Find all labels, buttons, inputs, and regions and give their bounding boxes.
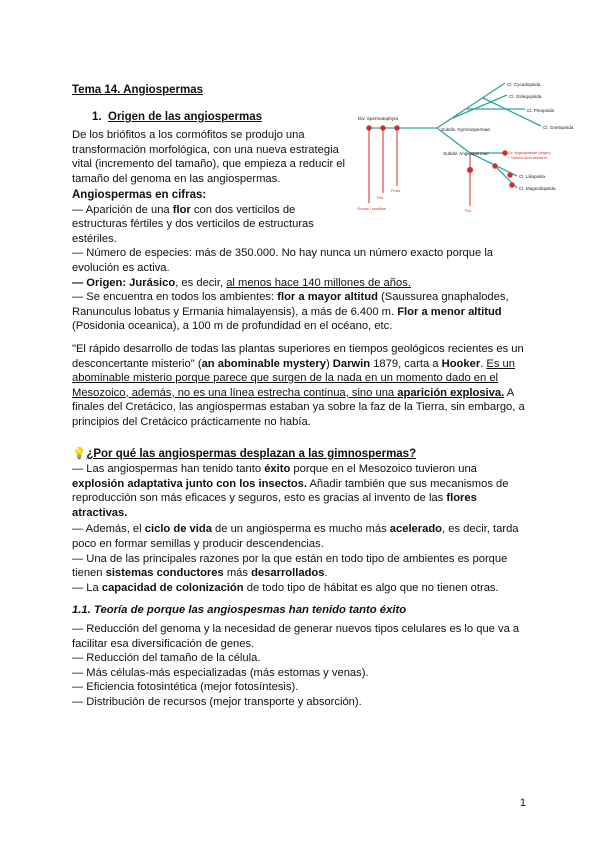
- why-body: [72, 462, 519, 595]
- text-span: .: [480, 357, 487, 370]
- text-span: desconcertante misterio" (: [72, 357, 202, 370]
- text-span: sistemas conductores: [105, 567, 224, 580]
- text-span: aparición explosiva.: [397, 386, 505, 399]
- why-line: [72, 462, 519, 477]
- text-span: Es un: [486, 357, 515, 370]
- text-span: — Origen: Jurásico: [72, 276, 176, 289]
- text-span: — Se encuentra en todos los ambientes:: [72, 291, 278, 304]
- label-angio-note-2: + Nuevos tipos celulares: [508, 156, 548, 160]
- why-line: [72, 506, 519, 521]
- text-span: , es decir,: [175, 276, 227, 289]
- section-1-1-heading: 1.1. Teoría de porque las angiospesmas han tenido tanto éxito: [72, 604, 407, 616]
- list-item: — Reducción del genoma y la necesidad de generar nuevos tipos celulares es lo que va a: [72, 623, 520, 635]
- cifras-heading: Angiospermas en cifras:: [72, 189, 207, 201]
- text-span: tienen: [72, 567, 106, 580]
- list-item: — Eficiencia fotosintética (mejor fotosíntesis).: [72, 681, 299, 694]
- mark-label-2: Flor: [377, 196, 384, 200]
- text-span: — Además, el: [72, 523, 145, 536]
- intro-line: vital (incremento del tamaño), que empieza a reducir el: [72, 158, 345, 171]
- text-span: acelerado: [389, 523, 443, 536]
- text-span: con dos verticilos de: [190, 203, 296, 216]
- text-span: más: [223, 567, 252, 580]
- section-number: 1.: [92, 111, 102, 123]
- mark-label-4: Flor: [465, 209, 472, 213]
- why-line: [72, 566, 519, 581]
- cifras-line: [72, 305, 509, 320]
- why-line: [72, 581, 519, 596]
- text-span: (Saussurea gnaphalodes,: [377, 291, 509, 304]
- quote-line: [72, 357, 525, 372]
- text-span: Hooker: [441, 357, 481, 370]
- why-line: [72, 522, 519, 537]
- why-line: poco en formar semillas y producir descendencias.: [72, 537, 324, 550]
- label-liliopsida: Cl. Liliopsida: [519, 174, 546, 179]
- text-span: al menos hace 140 millones de años.: [226, 276, 411, 289]
- text-span: ciclo de vida: [144, 523, 212, 536]
- why-heading-text: ¿Por qué las angiospermas desplazan a las gimnospermas?: [86, 448, 417, 460]
- list-item: facilitar esa diversificación de genes.: [72, 637, 255, 650]
- list-item: — Más células-más especializadas (más estomas y venas).: [72, 666, 369, 679]
- text-span: — Las angiospermas han tenido tanto: [72, 463, 265, 475]
- label-magnoliopsida: Cl. Magnoliopsida: [519, 186, 556, 191]
- text-span: Mesozoico, además, no es una línea estrecha continua, sino una: [72, 386, 398, 399]
- label-gymnospermae: Subdiv. Gymnospermae: [441, 127, 490, 132]
- section-1-heading: [92, 111, 262, 123]
- cifras-line: [72, 276, 509, 291]
- why-line: [72, 491, 519, 506]
- label-ginkgopsida: Cl. Ginkgopsida: [509, 94, 542, 99]
- cifras-line: estructuras fértiles y dos verticilos de estructuras: [72, 218, 314, 231]
- text-span: Darwin: [332, 357, 371, 370]
- label-spermatophyta: Div. Spermatophyta: [358, 116, 398, 121]
- mark-label-1: Óvulos / semillas: [357, 207, 386, 211]
- text-span: éxito: [264, 463, 291, 475]
- text-span: desarrollados: [251, 567, 325, 580]
- section-title: Origen de las angiospermas: [108, 111, 263, 123]
- darwin-paragraph: [72, 342, 525, 430]
- intro-line: tamaño del genoma en las angiospermas.: [72, 172, 281, 185]
- text-span: explosión adaptativa junto con los insectos.: [72, 477, 307, 490]
- text-span: Ranunculus lobatus y Ermania himalayensis), a más de 6.400 m.: [72, 305, 398, 318]
- cifras-line: (Posidonia oceanica), a 100 m de profundidad en el océano, etc.: [72, 320, 393, 333]
- quote-line: principios del Cretácico prácticamente no había.: [72, 415, 311, 428]
- intro-paragraph: [72, 128, 345, 186]
- text-span: A: [504, 386, 515, 399]
- cifras-block: [72, 188, 509, 334]
- text-span: porque en el Mesozoico tuvieron una: [290, 463, 477, 475]
- label-pinopsida: Cl. Pinopsida: [527, 108, 555, 113]
- lightbulb-icon: 💡: [72, 448, 87, 460]
- text-span: flores: [446, 492, 477, 505]
- text-span: , es decir, tarda: [442, 523, 519, 536]
- quote-line: abominable misterio porque parece que surgen de la nada en un momento dado en el: [72, 372, 499, 385]
- text-span: de un angiosperma es mucho más: [211, 523, 390, 536]
- quote-line: "El rápido desarrollo de todas las plantas superiores en tiempos geológicos recientes es un: [72, 343, 524, 355]
- text-span: flor: [172, 203, 191, 216]
- text-span: — Aparición de una: [72, 203, 173, 216]
- cifras-line: evolución es activa.: [72, 261, 170, 274]
- why-line: [72, 477, 519, 492]
- label-gnetopsida: Cl. Gnetopsida: [543, 125, 574, 130]
- page-title: Tema 14. Angiospermas: [72, 84, 204, 96]
- text-span: 1879, carta a: [370, 357, 442, 370]
- why-heading: [72, 446, 416, 460]
- quote-line: [72, 386, 525, 401]
- cifras-line: [72, 290, 509, 305]
- text-span: an abominable mystery: [201, 357, 326, 370]
- list-item: — Reducción del tamaño de la célula.: [72, 652, 261, 665]
- text-span: flor a mayor altitud: [277, 291, 378, 304]
- label-angiospermae: Subdiv. Angiospermae: [443, 151, 489, 156]
- intro-line: De los briófitos a los cormófitos se produjo una: [72, 129, 305, 141]
- label-cycadopsida: Cl. Cycadopsida: [507, 82, 541, 87]
- section-1-1-list: [72, 622, 519, 710]
- text-span: reproducción son más eficaces y seguros, esto es gracias al invento de las: [72, 492, 447, 505]
- cifras-line: — Número de especies: más de 350.000. No hay nunca un número exacto porque la: [72, 247, 494, 260]
- page-number: 1: [519, 797, 526, 809]
- mark-label-3: Fruto: [391, 189, 400, 193]
- text-span: atractivas.: [72, 506, 128, 519]
- text-span: de todo tipo de hábitat es algo que no tienen otras.: [243, 581, 499, 594]
- text-span: — La: [72, 581, 102, 594]
- text-span: Flor a menor altitud: [397, 305, 502, 318]
- text-span: capacidad de colonización: [101, 581, 244, 594]
- label-angio-note-1: Ov. Angiospermae (origen): [508, 151, 551, 155]
- cifras-line: estériles.: [72, 232, 117, 245]
- list-item: — Distribución de recursos (mejor transporte y absorción).: [72, 695, 362, 708]
- cifras-line: [72, 203, 509, 218]
- why-line: — Una de las principales razones por la que están en todo tipo de ambientes es porque: [72, 552, 508, 565]
- text-span: .: [324, 567, 328, 580]
- quote-line: finales del Cretácico, las angiospermas estaban ya sobre la faz de la Tierra, sin embargo, a: [72, 401, 525, 414]
- text-span: Añadir también que sus mecanismos de: [306, 477, 509, 490]
- text-span: ): [325, 357, 333, 370]
- intro-line: transformación morfológica, con una nueva estrategia: [72, 143, 339, 156]
